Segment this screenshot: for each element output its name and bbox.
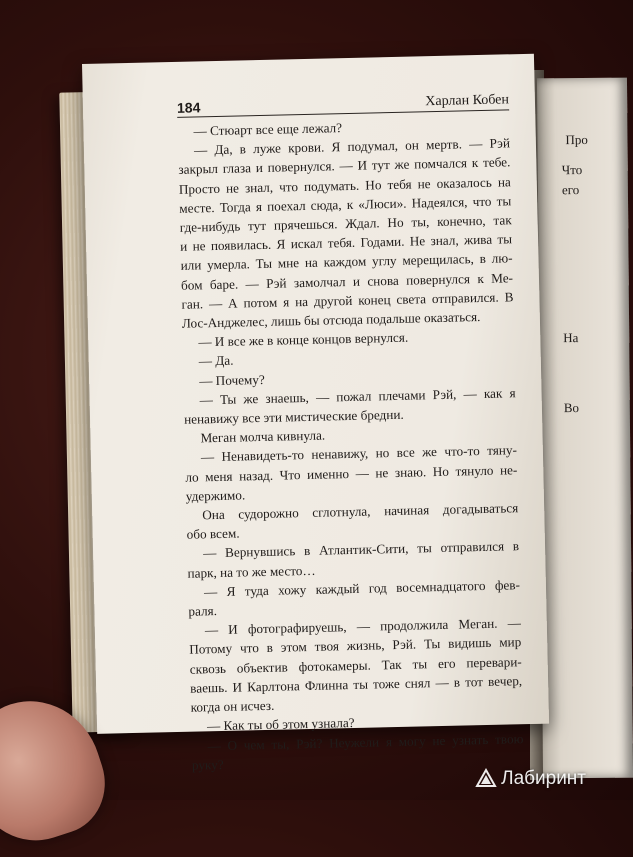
text-line: — Я туда хожу каждый год восемнадцатого фев-	[203, 577, 521, 600]
text-line: Просто не знал, что подумать. Но тебя не оказалось на	[178, 173, 511, 197]
watermark	[475, 768, 586, 790]
text-line: — Да.	[198, 353, 234, 369]
text-line: Она судорожно сглотнула, начиная догадываться	[202, 500, 519, 523]
right-page	[537, 78, 633, 779]
text-line: — Стюарт все еще лежал?	[193, 120, 343, 139]
text-line: — Ненавидеть-то ненавижу, но все же что-то тяну-	[200, 442, 518, 465]
text-line: — Вернувшись в Атлантик-Сити, ты отправился в	[202, 538, 520, 561]
text-line: — О чем ты, Рэй? Неужели я могу не узнать твою	[207, 730, 524, 753]
text-line: сквозь объектив фотокамеры. Так ты его перевари-	[189, 653, 522, 677]
text-line: Меган молча кивнула.	[200, 427, 326, 446]
right-page-fragment: Про	[565, 131, 588, 148]
text-line: руку?	[191, 756, 224, 773]
page-header	[177, 92, 509, 118]
text-line: и не появилась. Я искал тебя. Годами. Не знал, жива ты	[179, 231, 513, 255]
text-line: — Почему?	[199, 371, 265, 389]
text-line: закрыл глаза и повернулся. — И тут же помчался к тебе.	[178, 154, 511, 178]
text-line: ненавижу все эти мистические бредни.	[183, 406, 404, 427]
text-line: — Как ты об этом узнала?	[206, 715, 355, 734]
right-page-fragment: его	[561, 182, 580, 198]
right-page-fragment: Что	[561, 162, 583, 178]
text-line: месте. Тогда я поехал сюда, к «Люси». Надеялся, что ты	[179, 193, 512, 216]
labyrinth-logo-icon	[475, 768, 497, 790]
text-line: когда он исчез.	[190, 697, 275, 715]
text-line: где-нибудь тут прячешься. Ждал. Но ты, конечно, так	[179, 212, 512, 235]
text-line: обо всем.	[186, 525, 240, 543]
watermark-text: Лабиринт	[501, 768, 586, 789]
page-number: 184	[176, 99, 201, 116]
text-line: — И фотографируешь, — продолжила Меган. —	[204, 615, 521, 638]
running-head: Харлан Кобен	[425, 92, 510, 110]
text-line: Лос-Анджелес, лишь бы отсюда подальше оказаться.	[181, 309, 481, 331]
right-page-fragment: На	[563, 330, 579, 346]
text-line: Потому что в этом твоя жизнь, Рэй. Ты видишь мир	[189, 634, 522, 658]
text-line: парк, на то же место…	[187, 562, 316, 581]
text-line: — Ты же знаешь, — пожал плечами Рэй, — как я	[199, 385, 516, 408]
text-line: бом баре. — Рэй замолчал и снова повернулся к Ме-	[180, 269, 514, 293]
text-line: раля.	[188, 603, 218, 619]
body-text	[177, 114, 524, 774]
text-line: — Да, в луже крови. Я подумал, он мертв. — Рэй	[193, 135, 511, 158]
text-line: ваешь. И Карлтона Флинна ты тоже снял — в тот вечер,	[190, 673, 523, 696]
right-page-fragment: Во	[563, 400, 580, 416]
text-line: — И все же в конце концов вернулся.	[198, 329, 409, 350]
text-line: ло меня назад. Что именно — не знаю. Но тянуло не-	[185, 461, 518, 485]
text-line: удержимо.	[185, 487, 246, 504]
text-line: или умерла. Ты мне на каждом углу мерещилась, в лю-	[180, 250, 513, 274]
text-line: ган. — А потом я на другой конец света отправился. В	[181, 289, 514, 312]
left-page	[82, 54, 549, 773]
